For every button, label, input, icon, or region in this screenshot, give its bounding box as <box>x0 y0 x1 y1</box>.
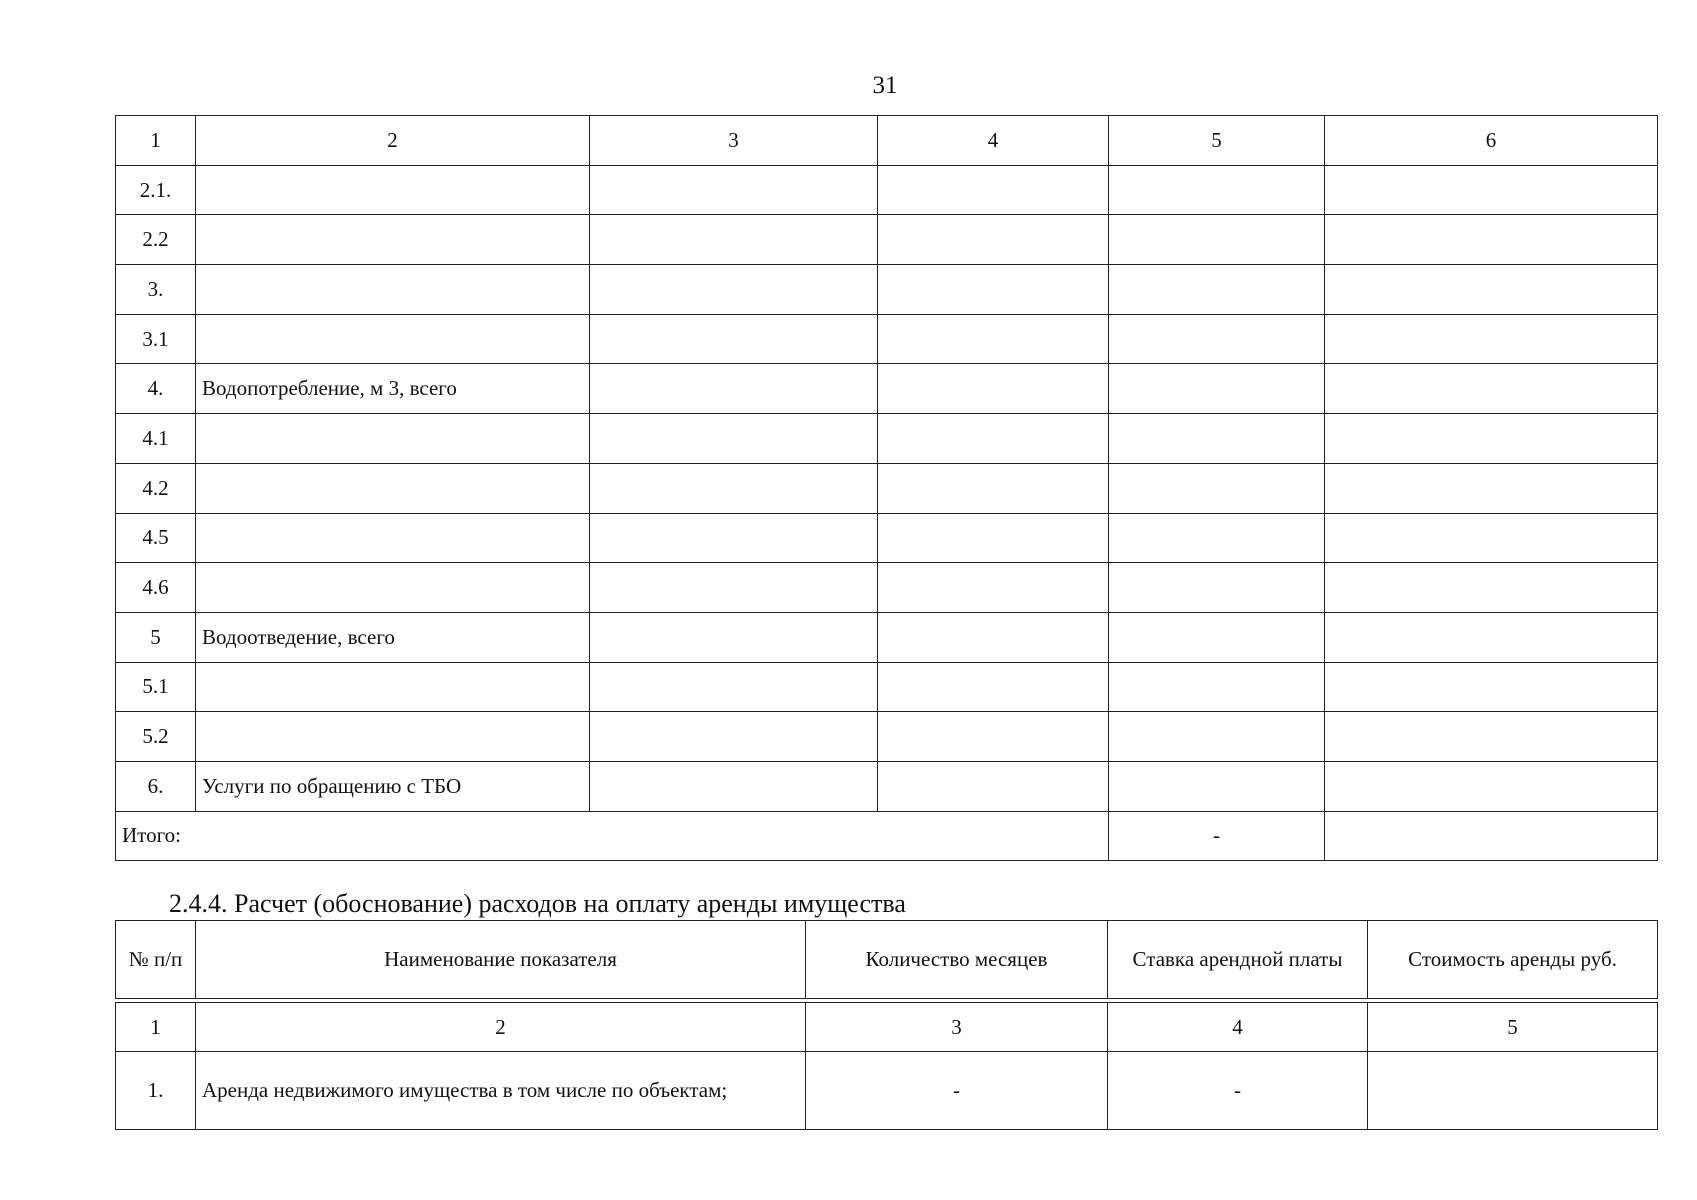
row-number: 2.2 <box>116 215 196 265</box>
row-name <box>196 712 590 762</box>
column-number: 1 <box>116 116 196 166</box>
table-row <box>116 662 1658 712</box>
row-name <box>196 314 590 364</box>
table-header-row <box>116 921 1658 999</box>
table-row <box>116 364 1658 414</box>
row-number: 6. <box>116 761 196 811</box>
row-number: 3.1 <box>116 314 196 364</box>
cost-value <box>1368 1052 1658 1130</box>
total-value <box>1325 811 1658 861</box>
row-number: 4.6 <box>116 563 196 613</box>
table-row <box>116 612 1658 662</box>
row-number: 4.2 <box>116 463 196 513</box>
total-label: Итого: <box>116 811 1109 861</box>
total-value: - <box>1109 811 1325 861</box>
column-number: 1 <box>116 1003 196 1052</box>
column-number: 4 <box>878 116 1109 166</box>
row-number: 2.1. <box>116 165 196 215</box>
table-row <box>116 712 1658 762</box>
row-name <box>196 215 590 265</box>
column-number: 2 <box>196 116 590 166</box>
row-name <box>196 165 590 215</box>
column-number: 6 <box>1325 116 1658 166</box>
row-name <box>196 513 590 563</box>
table-row <box>116 314 1658 364</box>
rent-table <box>115 1002 1658 1130</box>
table-row <box>116 463 1658 513</box>
table-row <box>116 761 1658 811</box>
table-number-row <box>116 1003 1658 1052</box>
column-header: Наименование показателя <box>196 921 806 999</box>
column-header: № п/п <box>116 921 196 999</box>
page-number: 31 <box>872 72 898 99</box>
table-header-row <box>116 116 1658 166</box>
months-value: - <box>806 1052 1108 1130</box>
table-row <box>116 215 1658 265</box>
row-number: 4. <box>116 364 196 414</box>
row-name: Водопотребление, м 3, всего <box>196 364 590 414</box>
row-number: 5 <box>116 612 196 662</box>
expense-table <box>115 115 1658 861</box>
column-header: Ставка арендной платы <box>1108 921 1368 999</box>
row-number: 4.1 <box>116 414 196 464</box>
row-name <box>196 414 590 464</box>
row-number: 3. <box>116 265 196 315</box>
total-row <box>116 811 1658 861</box>
rate-value: - <box>1108 1052 1368 1130</box>
column-number: 3 <box>590 116 878 166</box>
column-number: 2 <box>196 1003 806 1052</box>
table-row <box>116 165 1658 215</box>
column-header: Стоимость аренды руб. <box>1368 921 1658 999</box>
table-row <box>116 563 1658 613</box>
row-name <box>196 265 590 315</box>
section-heading: 2.4.4. Расчет (обоснование) расходов на оплату аренды имущества <box>169 889 906 918</box>
column-number: 5 <box>1109 116 1325 166</box>
row-number: 5.2 <box>116 712 196 762</box>
column-header: Количество месяцев <box>806 921 1108 999</box>
row-name: Услуги по обращению с ТБО <box>196 761 590 811</box>
row-name <box>196 563 590 613</box>
table-row <box>116 265 1658 315</box>
row-number: 1. <box>116 1052 196 1130</box>
column-number: 3 <box>806 1003 1108 1052</box>
row-name <box>196 662 590 712</box>
row-name: Аренда недвижимого имущества в том числе по объектам; <box>196 1052 806 1130</box>
row-number: 5.1 <box>116 662 196 712</box>
table-row <box>116 414 1658 464</box>
table-row <box>116 513 1658 563</box>
row-number: 4.5 <box>116 513 196 563</box>
row-name: Водоотведение, всего <box>196 612 590 662</box>
rent-table-header <box>115 920 1658 999</box>
row-name <box>196 463 590 513</box>
column-number: 4 <box>1108 1003 1368 1052</box>
table-row <box>116 1052 1658 1130</box>
column-number: 5 <box>1368 1003 1658 1052</box>
